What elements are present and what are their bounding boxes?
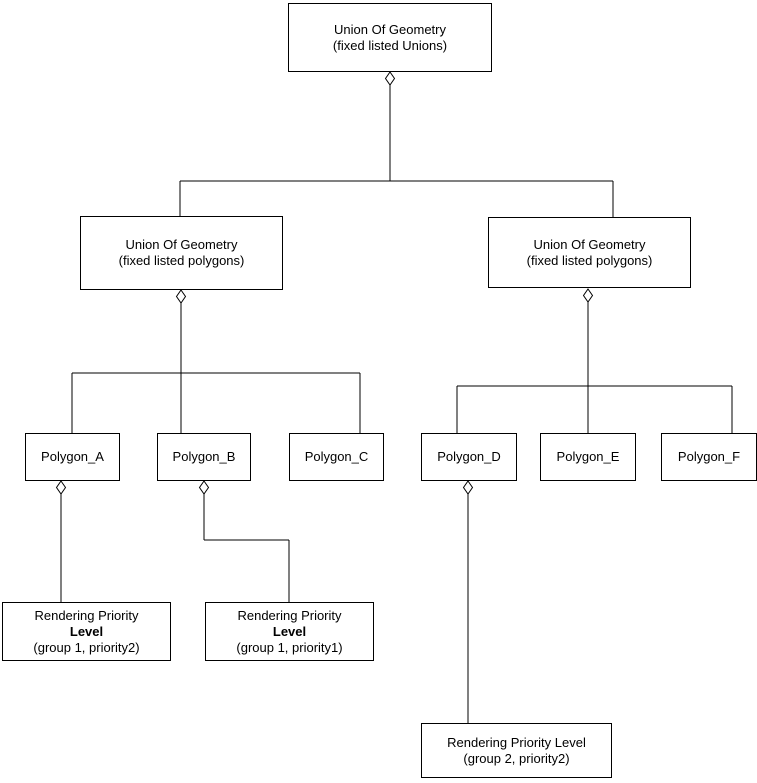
node-title-bold: Level: [272, 623, 307, 639]
aggregation-diamond-polygon-b: [200, 481, 209, 494]
node-polygon-f: [661, 433, 757, 481]
node-label: Polygon_B: [172, 449, 236, 464]
node-polygon-a: [25, 433, 120, 481]
node-union-of-geometry-left: [80, 216, 283, 290]
connector-polygon-b-to-priority: [204, 494, 289, 602]
node-label: Polygon_D: [437, 449, 501, 464]
node-title: Rendering Priority Level: [447, 734, 586, 750]
aggregation-diamond-polygon-a: [57, 481, 66, 494]
connector-left-union-to-polygons: [72, 303, 360, 433]
aggregation-diamond-left-union: [177, 290, 186, 303]
node-label: Polygon_F: [677, 449, 741, 464]
node-label: Polygon_C: [304, 449, 369, 464]
aggregation-diamond-right-union: [584, 289, 593, 302]
node-polygon-b: [157, 433, 251, 481]
node-title: Union Of Geometry: [533, 236, 646, 252]
node-subtitle: (fixed listed Unions): [332, 37, 448, 53]
aggregation-diamond-root: [386, 72, 395, 85]
node-title: Rendering Priority: [34, 607, 139, 623]
node-polygon-c: [289, 433, 384, 481]
node-label: Polygon_E: [556, 449, 620, 464]
node-polygon-d: [421, 433, 517, 481]
node-label: Polygon_A: [41, 449, 104, 464]
node-subtitle: (fixed listed polygons): [118, 253, 245, 268]
node-union-of-geometry-root: [288, 3, 492, 72]
connector-root-to-unions: [180, 85, 613, 217]
node-subtitle: (fixed listed polygons): [526, 252, 653, 268]
node-rendering-priority-b: [205, 602, 374, 661]
node-union-of-geometry-right: [488, 217, 691, 288]
node-title: Rendering Priority: [237, 607, 342, 623]
node-subtitle: (group 2, priority2): [463, 750, 570, 766]
node-subtitle: (group 1, priority1): [236, 639, 343, 655]
connector-right-union-to-polygons: [457, 302, 732, 433]
node-subtitle: (group 1, priority2): [33, 639, 140, 655]
node-title-bold: Level: [69, 623, 104, 639]
node-title: Union Of Geometry: [125, 237, 238, 252]
node-title: Union Of Geometry: [334, 21, 446, 37]
aggregation-diamond-polygon-d: [464, 481, 473, 494]
node-rendering-priority-d: [421, 723, 612, 778]
node-rendering-priority-a: [2, 602, 171, 661]
node-polygon-e: [540, 433, 636, 481]
